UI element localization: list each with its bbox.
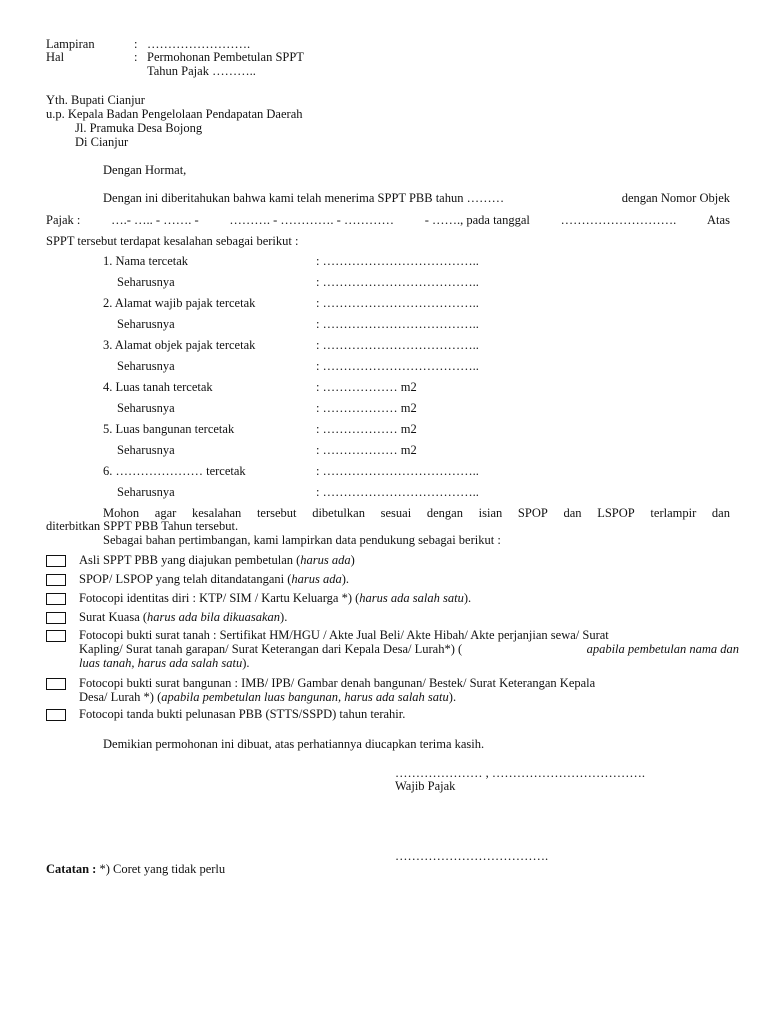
attachment-text: SPOP/ LSPOP yang telah ditandatangani (harus ada). (79, 572, 350, 586)
lampiran-colon: : (134, 37, 138, 51)
intro-line: SPPT tersebut terdapat kesalahan sebagai berikut : (46, 234, 299, 248)
recipient-line: Di Cianjur (75, 135, 129, 149)
correction-value: : ……………………………….. (316, 254, 479, 268)
intro-line-part: dengan Nomor Objek (621, 191, 730, 205)
place-date-line: ………………… , ………………………………. (395, 766, 645, 780)
attachment-text: Fotocopi bukti surat bangunan : IMB/ IPB/ Gambar denah bangunan/ Bestek/ Surat Keterangan Kepala (79, 676, 596, 690)
request-word: dan (563, 506, 582, 520)
correction-label: 4. Luas tanah tercetak (103, 380, 213, 394)
note-text: *) Coret yang tidak perlu (96, 862, 226, 876)
nop-line (46, 213, 730, 228)
request-line: Sebagai bahan pertimbangan, kami lampirkan data pendukung sebagai berikut : (103, 533, 501, 547)
request-word: sesuai (380, 506, 412, 520)
correction-label: 1. Nama tercetak (103, 254, 189, 268)
correction-label: 5. Luas bangunan tercetak (103, 422, 235, 436)
attachment-checkbox[interactable] (46, 555, 66, 567)
attachment-text: Fotocopi identitas diri : KTP/ SIM / Kartu Keluarga *) (harus ada salah satu). (79, 591, 472, 605)
intro-line (103, 191, 730, 206)
nop-word: Pajak : (46, 213, 81, 227)
attachment-text: Surat Kuasa (harus ada bila dikuasakan). (79, 610, 288, 624)
correction-value: : ……………………………….. (316, 485, 479, 499)
attachment-checkbox[interactable] (46, 574, 66, 586)
correction-value: : ……………………………….. (316, 296, 479, 310)
attachment-text: Fotocopi tanda bukti pelunasan PBB (STTS/SSPD) tahun terahir. (79, 707, 406, 721)
correction-label: Seharusnya (117, 401, 175, 415)
nop-word: ….- ….. - ……. - (111, 213, 199, 227)
request-word: LSPOP (597, 506, 635, 520)
note (46, 862, 225, 877)
correction-value: : ……………………………….. (316, 464, 479, 478)
nop-word: ………. - …………. - ………… (229, 213, 394, 227)
correction-label: Seharusnya (117, 317, 175, 331)
recipient-line: Jl. Pramuka Desa Bojong (75, 121, 203, 135)
signature-name-line: ………………………………. (395, 849, 549, 863)
correction-value: : ……………… m2 (316, 422, 417, 436)
request-word: terlampir (650, 506, 697, 520)
closing-text: Demikian permohonan ini dibuat, atas perhatiannya diucapkan terima kasih. (103, 737, 485, 751)
request-word: SPOP (517, 506, 548, 520)
attachment-checkbox[interactable] (46, 630, 66, 642)
correction-value: : ……………… m2 (316, 401, 417, 415)
attachment-text: Desa/ Lurah *) (apabila pembetulan luas bangunan, harus ada salah satu). (79, 690, 457, 704)
correction-value: : ……………………………….. (316, 338, 479, 352)
attachment-text: luas tanah, harus ada salah satu). (79, 656, 250, 670)
hal-colon: : (134, 50, 138, 64)
correction-label: Seharusnya (117, 275, 175, 289)
request-word: dengan (426, 506, 463, 520)
lampiran-value: ……………………. (147, 37, 251, 51)
request-word: isian (478, 506, 503, 520)
request-word: dan (711, 506, 730, 520)
correction-value: : ……………………………….. (316, 275, 479, 289)
hal-label: Hal (46, 50, 65, 64)
attachment-checkbox[interactable] (46, 709, 66, 721)
nop-word: Atas (707, 213, 730, 227)
lampiran-label: Lampiran (46, 37, 95, 51)
correction-label: Seharusnya (117, 485, 175, 499)
correction-value: : ……………… m2 (316, 443, 417, 457)
recipient-line: u.p. Kepala Badan Pengelolaan Pendapatan Daerah (46, 107, 303, 121)
recipient-line: Yth. Bupati Cianjur (46, 93, 145, 107)
request-word: kesalahan (191, 506, 242, 520)
hal-value: Permohonan Pembetulan SPPT (147, 50, 304, 64)
greeting: Dengan Hormat, (103, 163, 187, 177)
attachment-checkbox[interactable] (46, 593, 66, 605)
intro-line-part: Dengan ini diberitahukan bahwa kami telah menerima SPPT PBB tahun ……… (103, 191, 505, 205)
correction-label: Seharusnya (117, 443, 175, 457)
attachment-checkbox[interactable] (46, 678, 66, 690)
correction-label: Seharusnya (117, 359, 175, 373)
correction-label: 3. Alamat objek pajak tercetak (103, 338, 256, 352)
request-word: Mohon (103, 506, 140, 520)
attachment-text: Asli SPPT PBB yang diajukan pembetulan (harus ada) (79, 553, 355, 567)
hal-value-year: Tahun Pajak ……….. (147, 64, 256, 78)
attachment-text: Fotocopi bukti surat tanah : Sertifikat HM/HGU / Akte Jual Beli/ Akte Hibah/ Akte perjanjian sewa/ Surat (79, 628, 609, 642)
correction-value: : ……………………………….. (316, 359, 479, 373)
correction-label: 2. Alamat wajib pajak tercetak (103, 296, 256, 310)
attachment-text: Kapling/ Surat tanah garapan/ Surat Keterangan dari Kepala Desa/ Lurah*) ( apabila pembetulan nama dan (79, 642, 739, 656)
request-word: dibetulkan (312, 506, 365, 520)
request-line: diterbitkan SPPT PBB Tahun tersebut. (46, 519, 239, 533)
request-word: tersebut (256, 506, 297, 520)
signature-title: Wajib Pajak (395, 779, 456, 793)
attachment-checkbox[interactable] (46, 612, 66, 624)
request-word: agar (154, 506, 177, 520)
nop-word: - ……., pada tanggal (424, 213, 530, 227)
nop-word: ………………………. (560, 213, 677, 227)
note-label: Catatan : (46, 862, 97, 876)
correction-label: 6. ………………… tercetak (103, 464, 246, 478)
correction-value: : ……………… m2 (316, 380, 417, 394)
correction-value: : ……………………………….. (316, 317, 479, 331)
